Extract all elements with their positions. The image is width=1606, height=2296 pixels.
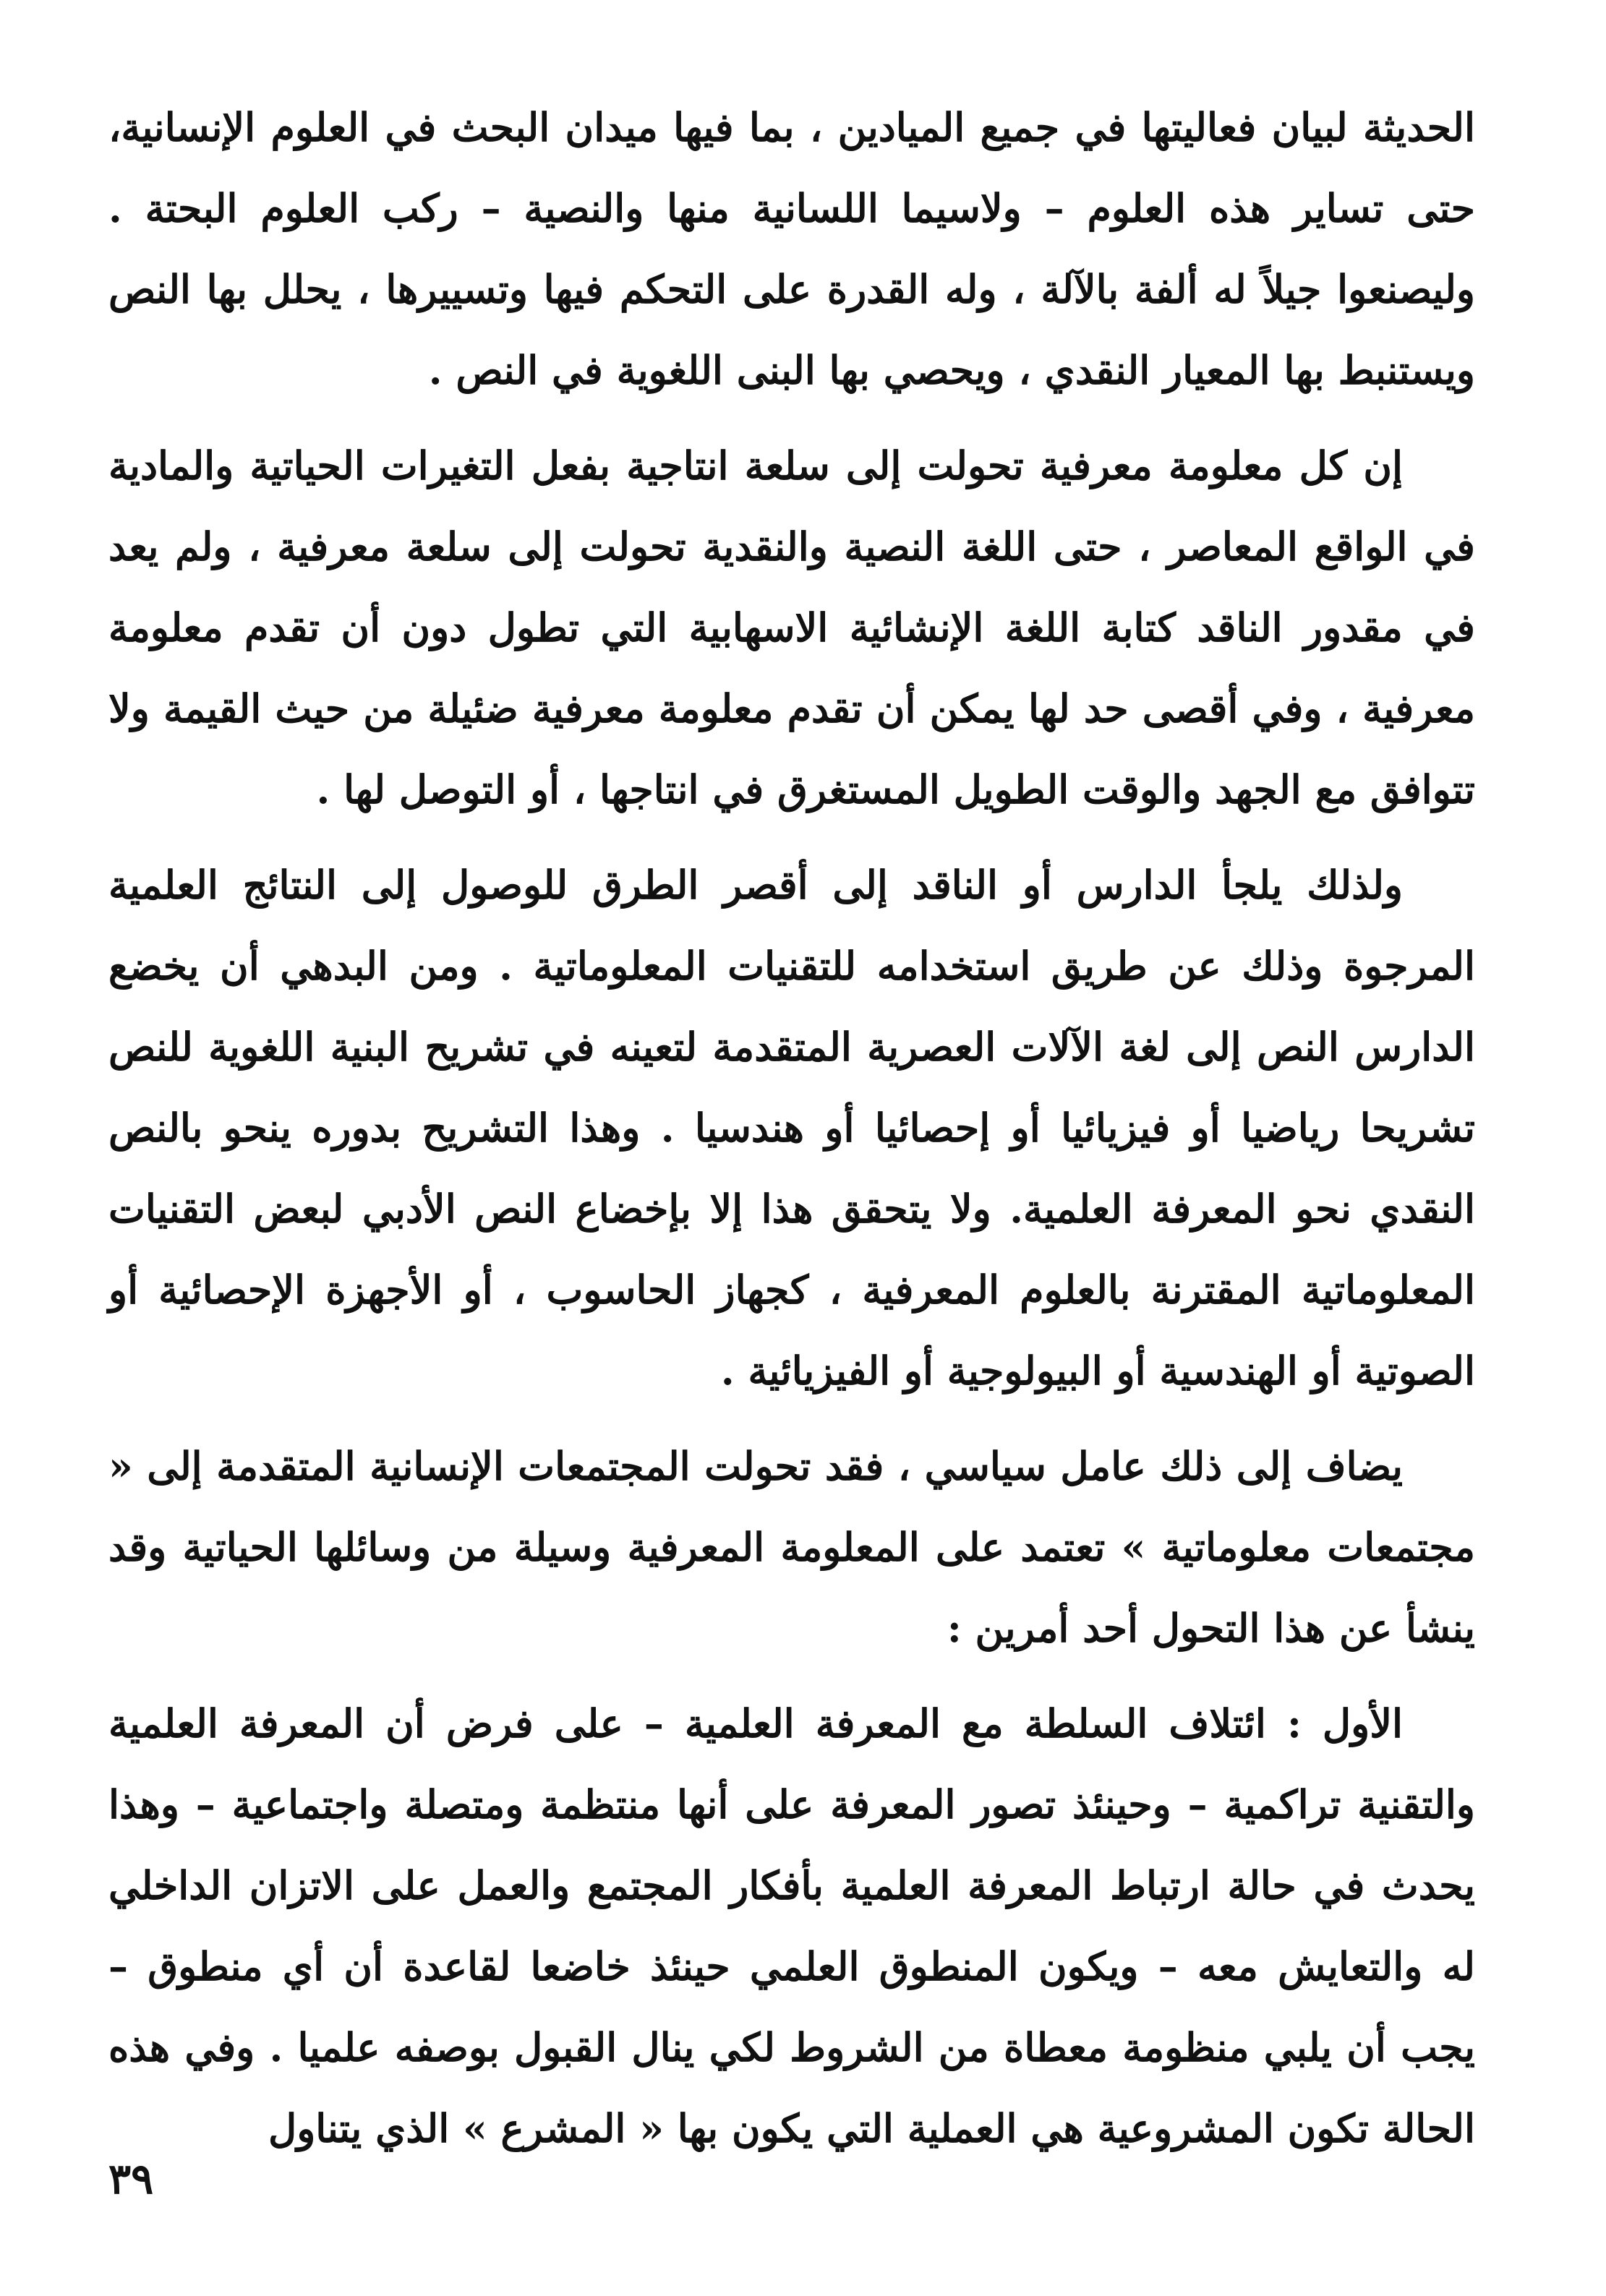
paragraph-2: إن كل معلومة معرفية تحولت إلى سلعة انتاجية بفعل التغيرات الحياتية والمادية في الواقع المعاصر ، حتى اللغة النصية والنقدية تحولت إلى سلعة معرفية ، ولم يعد في مقدور الناقد كتابة اللغة الإنشائية الاسهابية التي تطول دون أن تقدم معلومة معرفية ، وفي أقصى حد لها يمكن أن تقدم معلومة معرفية ضئيلة من حيث القيمة ولا تتوافق مع الجهد والوقت الطويل المستغرق في انتاجها ، أو التوصل لها . [108,442,1475,813]
paragraph-5: الأول : ائتلاف السلطة مع المعرفة العلمية – على فرض أن المعرفة العلمية والتقنية تراكمية – وحينئذ تصور المعرفة على أنها منتظمة ومتصلة واجتماعية – وهذا يحدث في حالة ارتباط المعرفة العلمية بأفكار المجتمع والعمل على الاتزان الداخلي له والتعايش معه – ويكون المنطوق العلمي حينئذ خاضعا لقاعدة أن أي منطوق – يجب أن يلبي منظومة معطاة من الشروط لكي ينال القبول بوصفه علميا . وفي هذه الحالة تكون المشروعية هي العملية التي يكون بها « المشرع » الذي يتناول [108,1700,1475,2151]
paragraph-3: ولذلك يلجأ الدارس أو الناقد إلى أقصر الطرق للوصول إلى النتائج العلمية المرجوة وذلك عن طريق استخدامه للتقنيات المعلوماتية . ومن البدهي أن يخضع الدارس النص إلى لغة الآلات العصرية المتقدمة لتعينه في تشريح البنية اللغوية للنص تشريحا رياضيا أو فيزيائيا أو إحصائيا أو هندسيا . وهذا التشريح بدوره ينحو بالنص النقدي نحو المعرفة العلمية. ولا يتحقق هذا إلا بإخضاع النص الأدبي لبعض التقنيات المعلوماتية المقترنة بالعلوم المعرفية ، كجهاز الحاسوب ، أو الأجهزة الإحصائية أو الصوتية أو الهندسية أو البيولوجية أو الفيزيائية . [108,862,1475,1394]
page-number: ٣٩ [108,2154,154,2203]
paragraph-1: الحديثة لبيان فعاليتها في جميع الميادين ، بما فيها ميدان البحث في العلوم الإنسانية، حتى تساير هذه العلوم – ولاسيما اللسانية منها والنصية – ركب العلوم البحتة . وليصنعوا جيلاً له ألفة بالآلة ، وله القدرة على التحكم فيها وتسييرها ، يحلل بها النص ويستنبط بها المعيار النقدي ، ويحصي بها البنى اللغوية في النص . [108,104,1475,393]
page-body [108,87,1475,2183]
paragraph-4: يضاف إلى ذلك عامل سياسي ، فقد تحولت المجتمعات الإنسانية المتقدمة إلى « مجتمعات معلوماتية » تعتمد على المعلومة المعرفية وسيلة من وسائلها الحياتية وقد ينشأ عن هذا التحول أحد أمرين : [108,1443,1475,1651]
